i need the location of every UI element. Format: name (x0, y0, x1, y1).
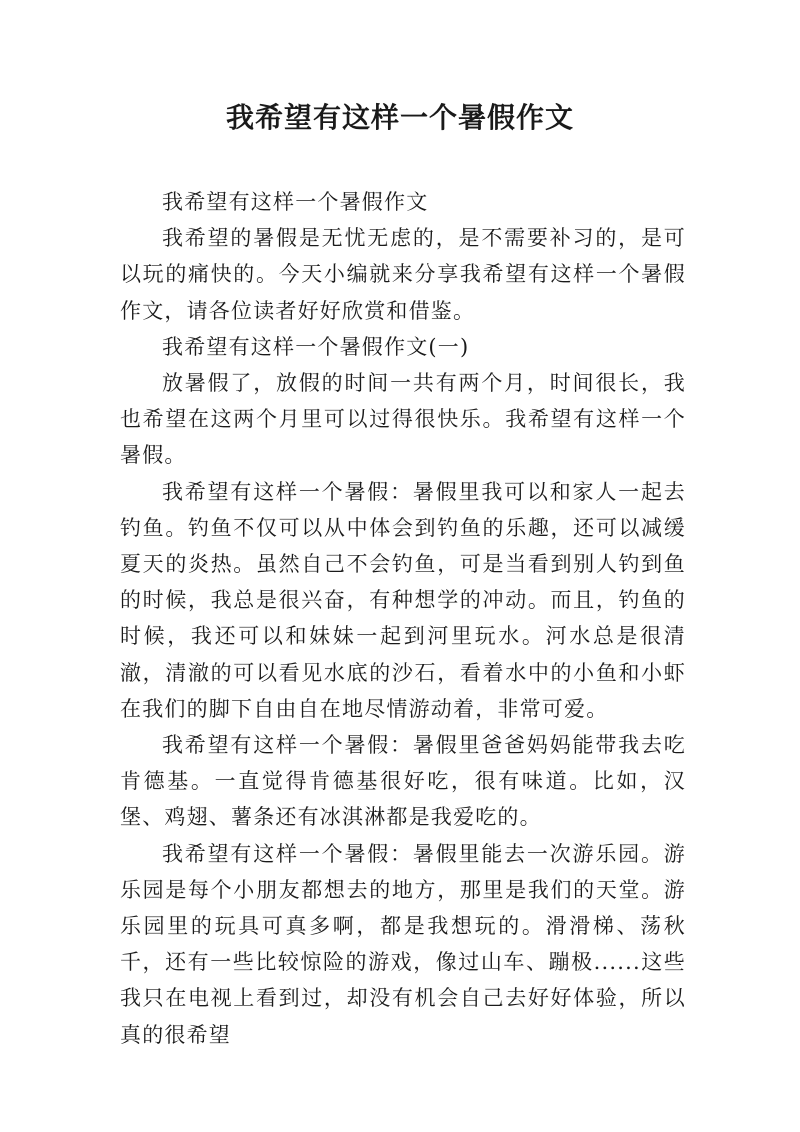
paragraph: 放暑假了，放假的时间一共有两个月，时间很长，我也希望在这两个月里可以过得很快乐。我希望有这样一个暑假。 (120, 371, 686, 468)
paragraph-section-heading: 我希望有这样一个暑假作文(一) (162, 334, 470, 359)
paragraph-intro: 我希望的暑假是无忧无虑的，是不需要补习的，是可以玩的痛快的。今天小编就来分享我希望有这样一个暑假作文，请各位读者好好欣赏和借鉴。 (120, 226, 686, 323)
paragraph: 我希望有这样一个暑假：暑假里能去一次游乐园。游乐园是每个小朋友都想去的地方，那里是我们的天堂。游乐园里的玩具可真多啊，都是我想玩的。滑滑梯、荡秋千，还有一些比较惊险的游戏，像过山车、蹦极......这些我只在电视上看到过，却没有机会自己去好好体验，所以真的很希望 (120, 841, 686, 1047)
paragraph: 我希望有这样一个暑假：暑假里我可以和家人一起去钓鱼。钓鱼不仅可以从中体会到钓鱼的乐趣，还可以减缓夏天的炎热。虽然自己不会钓鱼，可是当看到别人钓到鱼的时候，我总是很兴奋，有种想学的冲动。而且，钓鱼的时候，我还可以和妹妹一起到河里玩水。河水总是很清澈，清澈的可以看见水底的沙石，看着水中的小鱼和小虾在我们的脚下自由自在地尽情游动着，非常可爱。 (120, 479, 686, 721)
paragraph: 我希望有这样一个暑假：暑假里爸爸妈妈能带我去吃肯德基。一直觉得肯德基很好吃，很有味道。比如，汉堡、鸡翅、薯条还有冰淇淋都是我爱吃的。 (120, 733, 686, 830)
page-title: 我希望有这样一个暑假作文 (225, 101, 574, 134)
paragraph-subtitle: 我希望有这样一个暑假作文 (162, 190, 429, 214)
article-body (120, 184, 686, 1053)
